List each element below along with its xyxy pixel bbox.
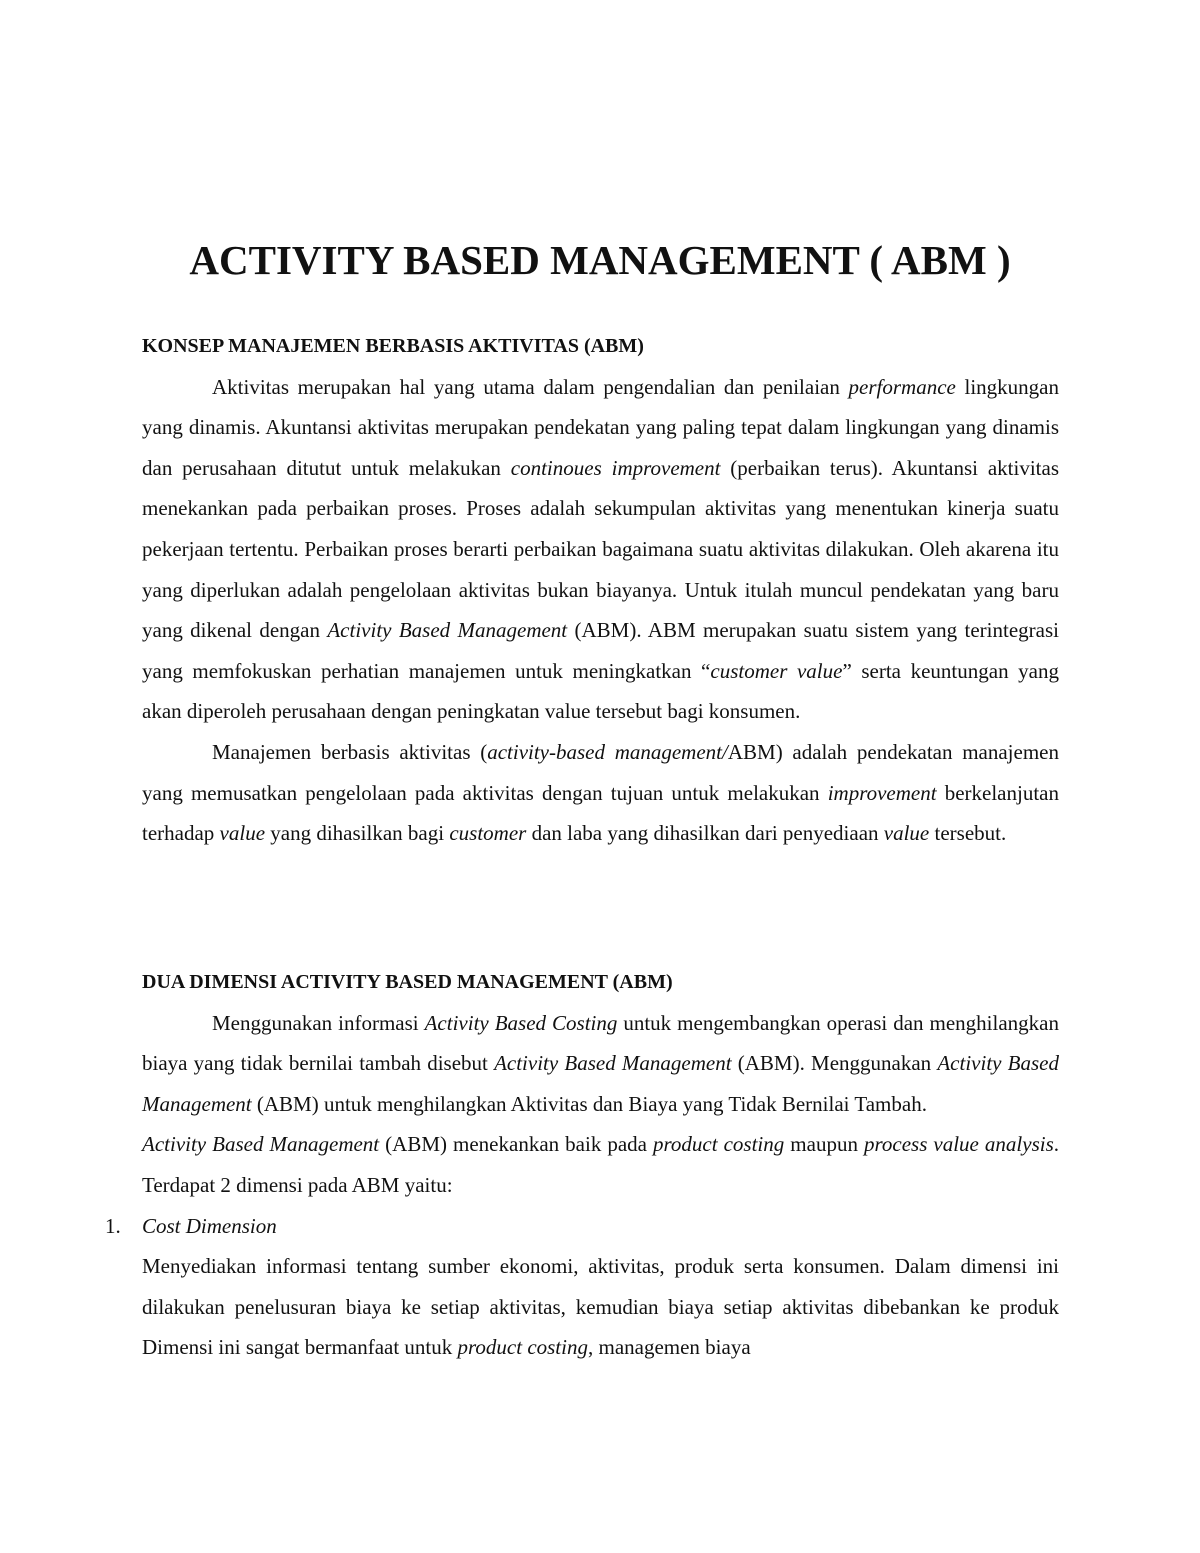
text-run: . Terdapat 2 dimensi pada ABM yaitu:	[142, 1132, 1059, 1197]
text-run: Menggunakan informasi	[212, 1010, 425, 1035]
list-label: Cost Dimension	[142, 1213, 277, 1238]
text-run: Menyediakan informasi tentang sumber ekonomi, aktivitas, produk serta konsumen. Dalam dimensi ini dilakukan penelusuran biaya ke setiap aktivitas, kemudian biaya setiap aktivitas dibebankan ke produk Dimensi ini sangat bermanfaat untuk	[142, 1254, 1059, 1360]
text-run: (ABM) untuk menghilangkan Aktivitas dan Biaya yang Tidak Bernilai Tambah.	[251, 1091, 927, 1116]
italic-run: value	[219, 821, 266, 846]
text-run: ” serta keuntungan yang akan diperoleh perusahaan dengan peningkatan value tersebut bagi konsumen.	[142, 658, 1059, 724]
paragraph	[142, 367, 1059, 732]
text-run: ABM) adalah pendekatan manajemen yang memusatkan pengelolaan pada aktivitas dengan tujuan untuk melakukan	[142, 739, 1059, 805]
italic-run: Activity Based Management	[142, 1132, 380, 1157]
paragraph	[142, 732, 1059, 854]
italic-run: product costing	[457, 1335, 588, 1360]
italic-run: product costing	[653, 1132, 785, 1157]
list-number: 1.	[105, 1213, 121, 1238]
text-run: , managemen biaya	[587, 1335, 751, 1360]
paragraph	[142, 1246, 1059, 1368]
italic-run: Activity Based Management	[142, 1051, 1060, 1116]
italic-run: improvement	[827, 780, 937, 805]
text-run: (ABM) menekankan baik pada	[379, 1132, 654, 1157]
italic-run: performance	[848, 374, 956, 399]
text-run: untuk mengembangkan operasi dan menghilangkan biaya yang tidak bernilai tambah disebut	[142, 1010, 1059, 1076]
italic-run: continoues improvement	[510, 455, 721, 480]
text-run: Manajemen berbasis aktivitas (	[212, 739, 488, 764]
italic-run: activity-based management/	[487, 739, 728, 764]
list-item	[105, 1206, 1059, 1247]
text-run: (perbaikan terus). Akuntansi aktivitas menekankan pada perbaikan proses. Proses adalah sekumpulan aktivitas yang menentukan kinerja suatu pekerjaan tertentu. Perbaikan proses berarti perbaikan bagaimana suatu aktivitas dilakukan. Oleh akarena itu yang diperlukan adalah pengelolaan aktivitas bukan biayanya. Untuk itulah muncul pendekatan yang baru yang dikenal dengan	[142, 455, 1059, 643]
text-run: maupun	[784, 1132, 864, 1157]
text-run: lingkungan yang dinamis. Akuntansi aktivitas merupakan pendekatan yang paling tepat dalam lingkungan yang dinamis dan perusahaan ditutut untuk melakukan	[142, 374, 1059, 480]
text-run: berkelanjutan terhadap	[142, 780, 1059, 846]
text-run: yang dihasilkan bagi	[265, 821, 450, 846]
text-run: (ABM). Menggunakan	[731, 1051, 938, 1076]
paragraph	[142, 1124, 1059, 1205]
italic-run: Activity Based Management	[494, 1051, 732, 1076]
italic-run: value	[883, 821, 930, 846]
italic-run: process value analysis	[864, 1132, 1054, 1157]
section-dua-dimensi	[105, 962, 1060, 1368]
italic-run: Activity Based Costing	[424, 1010, 618, 1035]
section-heading: KONSEP MANAJEMEN BERBASIS AKTIVITAS (ABM)	[142, 335, 644, 357]
text-run: tersebut.	[929, 821, 1007, 846]
document-title: ACTIVITY BASED MANAGEMENT ( ABM )	[189, 237, 1011, 283]
section-konsep	[142, 326, 1059, 854]
italic-run: customer value	[710, 658, 843, 683]
paragraph	[142, 1003, 1059, 1125]
section-heading: DUA DIMENSI ACTIVITY BASED MANAGEMENT (ABM)	[142, 971, 673, 993]
italic-run: customer	[449, 821, 527, 846]
italic-run: Activity Based Management	[327, 618, 568, 643]
text-run: dan laba yang dihasilkan dari penyediaan	[526, 821, 884, 846]
text-run: (ABM). ABM merupakan suatu sistem yang terintegrasi yang memfokuskan perhatian manajemen untuk meningkatkan “	[142, 618, 1059, 683]
text-run: Aktivitas merupakan hal yang utama dalam pengendalian dan penilaian	[212, 374, 849, 399]
